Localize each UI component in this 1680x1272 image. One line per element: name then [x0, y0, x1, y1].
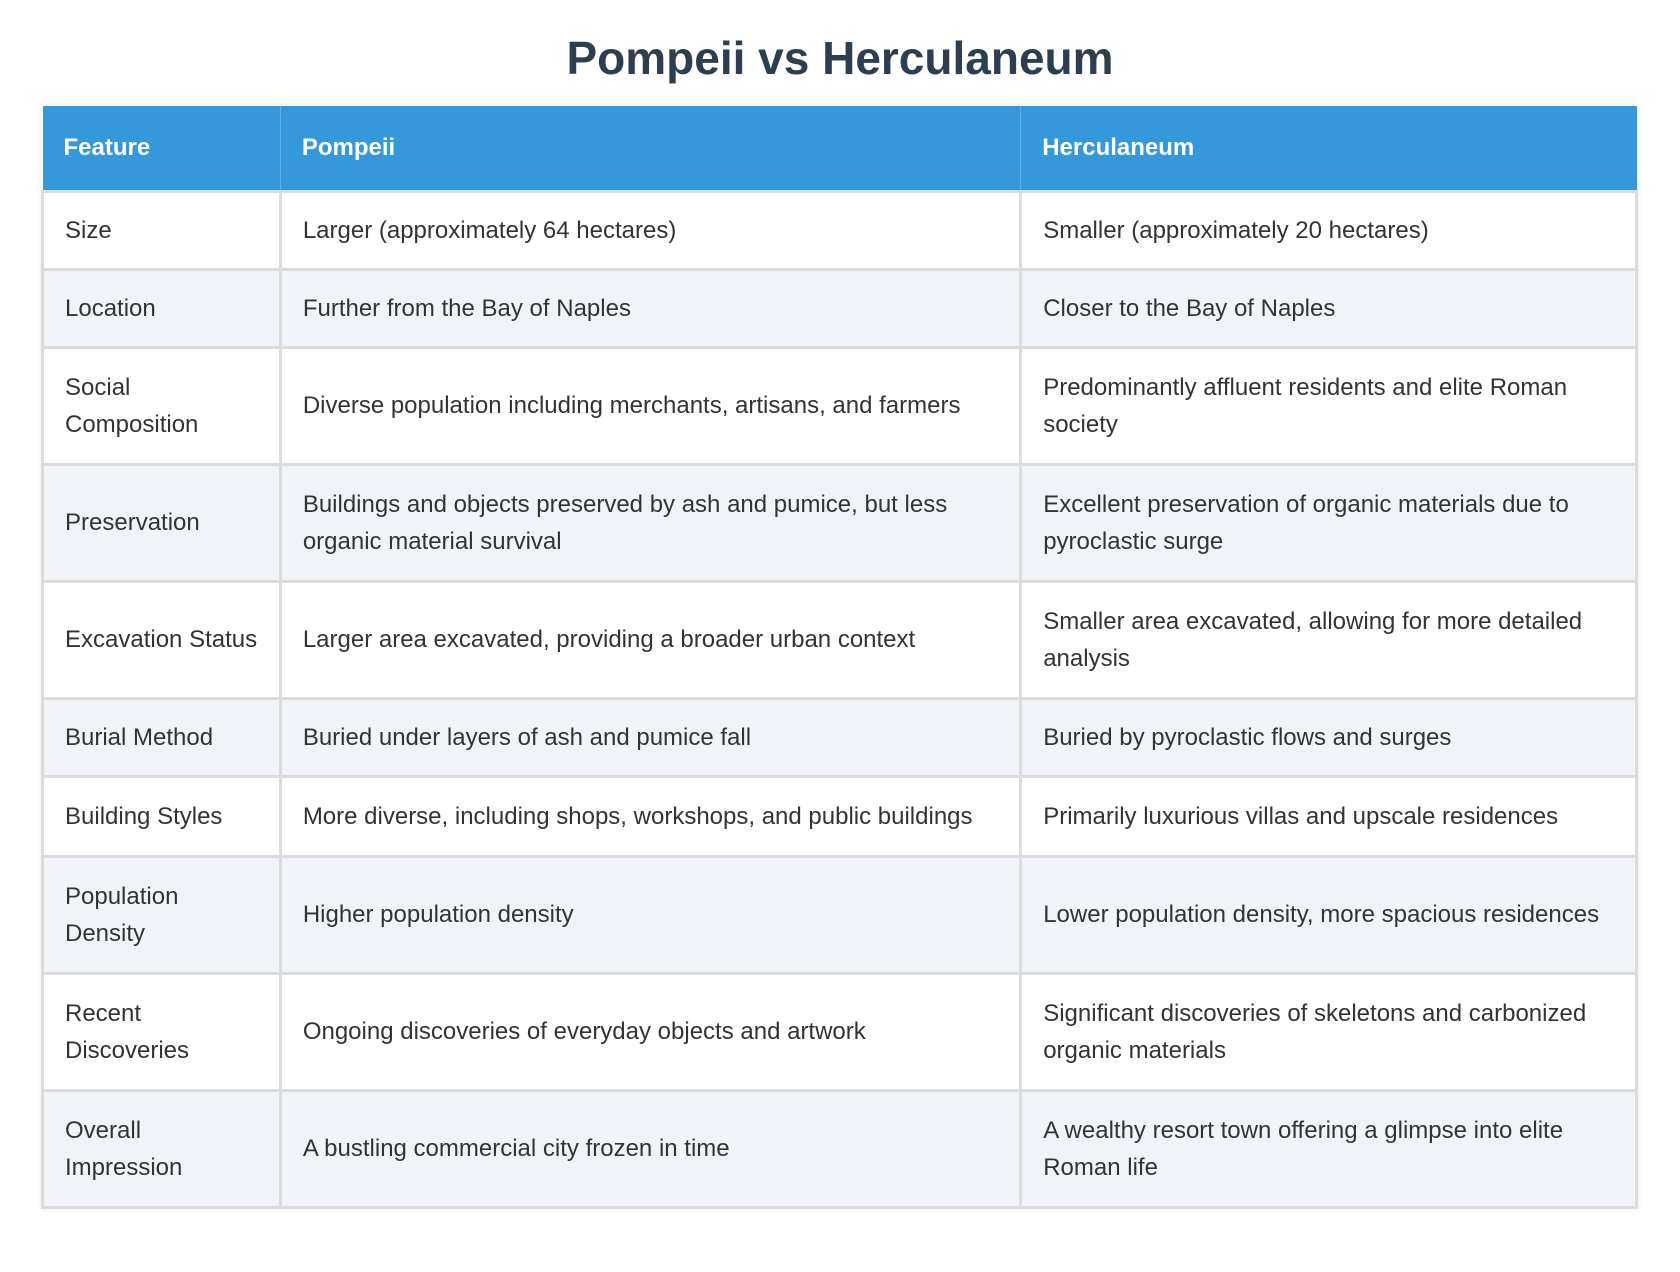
- herculaneum-cell: Smaller (approximately 20 hectares): [1021, 191, 1637, 269]
- pompeii-cell: Further from the Bay of Naples: [280, 269, 1020, 347]
- pompeii-cell: Buried under layers of ash and pumice fall: [280, 698, 1020, 776]
- feature-cell: Social Composition: [43, 347, 281, 464]
- table-row: [43, 269, 1637, 347]
- table-row: [43, 1090, 1637, 1207]
- feature-cell: Excavation Status: [43, 581, 281, 698]
- table-row: [43, 973, 1637, 1090]
- table-row: [43, 856, 1637, 973]
- header-feature: Feature: [43, 106, 281, 191]
- feature-cell: Location: [43, 269, 281, 347]
- feature-cell: Overall Impression: [43, 1090, 281, 1207]
- herculaneum-cell: Predominantly affluent residents and elite Roman society: [1021, 347, 1637, 464]
- table-row: [43, 776, 1637, 856]
- herculaneum-cell: Lower population density, more spacious residences: [1021, 856, 1637, 973]
- table-row: [43, 191, 1637, 269]
- herculaneum-cell: Closer to the Bay of Naples: [1021, 269, 1637, 347]
- feature-cell: Burial Method: [43, 698, 281, 776]
- pompeii-cell: Higher population density: [280, 856, 1020, 973]
- pompeii-cell: Diverse population including merchants, artisans, and farmers: [280, 347, 1020, 464]
- table-row: [43, 464, 1637, 581]
- herculaneum-cell: Significant discoveries of skeletons and carbonized organic materials: [1021, 973, 1637, 1090]
- comparison-table: [41, 106, 1638, 1209]
- table-row: [43, 698, 1637, 776]
- pompeii-cell: Ongoing discoveries of everyday objects and artwork: [280, 973, 1020, 1090]
- pompeii-cell: Larger area excavated, providing a broader urban context: [280, 581, 1020, 698]
- pompeii-cell: Larger (approximately 64 hectares): [280, 191, 1020, 269]
- herculaneum-cell: A wealthy resort town offering a glimpse into elite Roman life: [1021, 1090, 1637, 1207]
- herculaneum-cell: Smaller area excavated, allowing for more detailed analysis: [1021, 581, 1637, 698]
- table-header-row: [43, 106, 1637, 191]
- header-pompeii: Pompeii: [280, 106, 1020, 191]
- herculaneum-cell: Buried by pyroclastic flows and surges: [1021, 698, 1637, 776]
- pompeii-cell: A bustling commercial city frozen in time: [280, 1090, 1020, 1207]
- table-row: [43, 581, 1637, 698]
- feature-cell: Population Density: [43, 856, 281, 973]
- page-title: Pompeii vs Herculaneum: [566, 32, 1114, 84]
- feature-cell: Recent Discoveries: [43, 973, 281, 1090]
- pompeii-cell: More diverse, including shops, workshops, and public buildings: [280, 776, 1020, 856]
- pompeii-cell: Buildings and objects preserved by ash and pumice, but less organic material survival: [280, 464, 1020, 581]
- feature-cell: Size: [43, 191, 281, 269]
- herculaneum-cell: Excellent preservation of organic materials due to pyroclastic surge: [1021, 464, 1637, 581]
- herculaneum-cell: Primarily luxurious villas and upscale residences: [1021, 776, 1637, 856]
- table-row: [43, 347, 1637, 464]
- feature-cell: Building Styles: [43, 776, 281, 856]
- header-herculaneum: Herculaneum: [1021, 106, 1637, 191]
- feature-cell: Preservation: [43, 464, 281, 581]
